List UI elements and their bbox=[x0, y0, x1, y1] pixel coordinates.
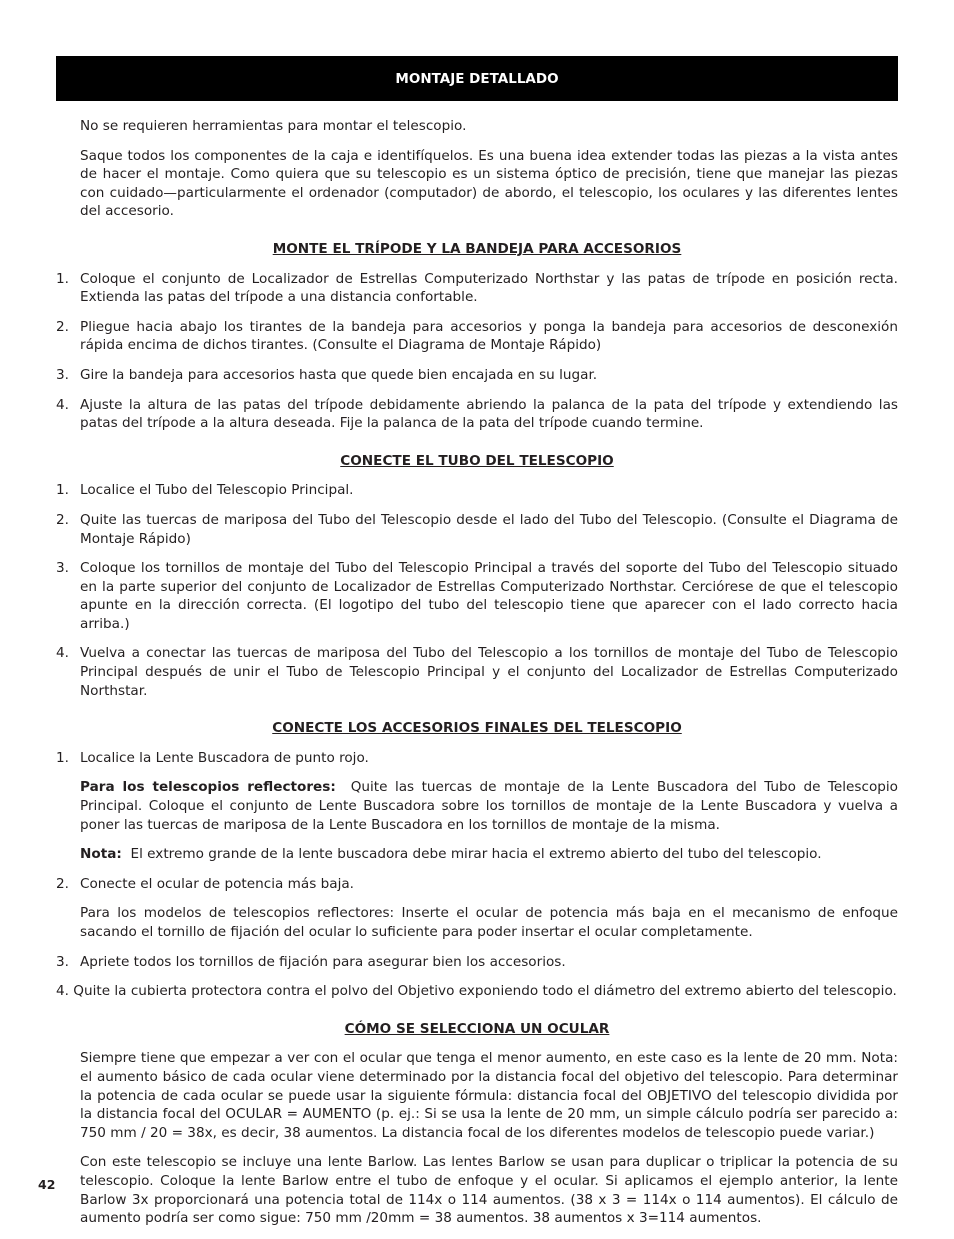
list-number: 4. bbox=[56, 396, 69, 413]
list-text: Vuelva a conectar las tuercas de mariposa del Tubo del Telescopio a los tornillos de montaje del Tubo de Telescopio Principal después de unir el Tubo de Telescopio Principal y el conjunto del Localizador de Estrellas Computerizado Northstar. bbox=[80, 645, 898, 699]
list-item bbox=[56, 511, 898, 548]
section-title-accessories: CONECTE LOS ACCESORIOS FINALES DEL TELESCOPIO bbox=[272, 720, 682, 737]
list-item bbox=[56, 644, 898, 700]
list-text: Gire la bandeja para accesorios hasta que quede bien encajada en su lugar. bbox=[80, 366, 598, 383]
list-number: 3. bbox=[56, 366, 69, 383]
list-item bbox=[56, 396, 898, 433]
list-text: Coloque el conjunto de Localizador de Estrellas Computerizado Northstar y las patas de trípode en posición recta. Extienda las patas del trípode a una distancia confortable. bbox=[80, 270, 898, 306]
section-header-bar bbox=[56, 56, 898, 101]
list-item bbox=[56, 953, 898, 972]
list-text: Apriete todos los tornillos de fijación para asegurar bien los accesorios. bbox=[80, 953, 566, 970]
list-number: 2. bbox=[56, 318, 69, 335]
list-item bbox=[56, 559, 898, 633]
reflectors-text: Quite las tuercas de montaje de la Lente Buscadora del Tubo de Telescopio Principal. Coloque el conjunto de Lente Buscadora sobre los tornillos de montaje de la Lente Buscadora y vuelva a poner las tuercas de mariposa de la Lente Buscadora en los tornillos de montaje de la misma. bbox=[80, 779, 898, 833]
reflectors-paragraph bbox=[56, 778, 898, 834]
list-number: 3. bbox=[56, 560, 69, 577]
list-text: Localice el Tubo del Telescopio Principal. bbox=[80, 482, 354, 499]
note-text: El extremo grande de la lente buscadora debe mirar hacia el extremo abierto del tubo del telescopio. bbox=[130, 846, 822, 863]
list-item bbox=[56, 875, 898, 894]
reflector-models-paragraph: Para los modelos de telescopios reflectores: Inserte el ocular de potencia más baja en el mecanismo de enfoque sacando el tornillo de fijación del ocular lo suficiente para poder insertar el ocular completamente. bbox=[80, 905, 898, 940]
list-number: 1. bbox=[56, 749, 69, 766]
list-number: 2. bbox=[56, 875, 69, 892]
eyepiece-paragraph-2: Con este telescopio se incluye una lente Barlow. Las lentes Barlow se usan para duplicar o triplicar la potencia de su telescopio. Coloque la lente Barlow entre el tubo de enfoque y el ocular. Si aplicamos el ejemplo anterior, la lente Barlow 3x proporcionará una potencia total de 114x o 114 aumentos. (38 x 3 = 114x o 114 aumentos). El cálculo de aumento podría ser como sigue: 750 mm /20mm = 38 aumentos. 38 aumentos x 3=114 aumentos. bbox=[80, 1154, 898, 1227]
list-text: Ajuste la altura de las patas del trípode debidamente abriendo la palanca de la pata del trípode y extendiendo las patas del trípode a la altura deseada. Fije la palanca de la pata del trípode cuando termine. bbox=[80, 396, 898, 432]
list-text: Conecte el ocular de potencia más baja. bbox=[80, 875, 354, 892]
list-number: 1. bbox=[56, 482, 69, 499]
list-item bbox=[56, 481, 898, 500]
intro-paragraph-1: No se requieren herramientas para montar el telescopio. bbox=[80, 118, 467, 134]
list-number: 1. bbox=[56, 270, 69, 287]
note-label: Nota: bbox=[80, 846, 122, 863]
list-item bbox=[56, 318, 898, 355]
list-text: Coloque los tornillos de montaje del Tubo del Telescopio Principal a través del soporte del Tubo del Telescopio situado en la parte superior del conjunto de Localizador de Estrellas Computerizado Northstar. Cerciórese de que el telescopio apunte en la dirección correcta. (El logotipo del tubo del telescopio tiene que aparecer con el lado correcto hacia arriba.) bbox=[80, 560, 898, 632]
list-item-dust-cover: 4. Quite la cubierta protectora contra el polvo del Objetivo exponiendo todo el diámetro del extremo abierto del telescopio. bbox=[56, 983, 897, 1000]
section-title-tripod: MONTE EL TRÍPODE Y LA BANDEJA PARA ACCESORIOS bbox=[272, 240, 682, 257]
note-paragraph bbox=[56, 845, 898, 864]
list-item bbox=[56, 270, 898, 307]
section-title-tube: CONECTE EL TUBO DEL TELESCOPIO bbox=[340, 452, 614, 469]
list-number: 3. bbox=[56, 953, 69, 970]
page-content bbox=[56, 117, 898, 1239]
page-number: 42 bbox=[38, 1177, 56, 1192]
header-title: MONTAJE DETALLADO bbox=[395, 70, 559, 87]
section-title-eyepiece: CÓMO SE SELECCIONA UN OCULAR bbox=[344, 1020, 610, 1037]
list-text: Pliegue hacia abajo los tirantes de la bandeja para accesorios y ponga la bandeja para accesorios de desconexión rápida encima de dichos tirantes. (Consulte el Diagrama de Montaje Rápido) bbox=[80, 318, 898, 354]
list-item bbox=[56, 366, 898, 385]
list-text: Quite las tuercas de mariposa del Tubo del Telescopio desde el lado del Tubo del Telescopio. (Consulte el Diagrama de Montaje Rápido) bbox=[80, 511, 898, 547]
list-number: 2. bbox=[56, 511, 69, 528]
list-number: 4. bbox=[56, 645, 69, 662]
intro-paragraph-2: Saque todos los componentes de la caja e identifíquelos. Es una buena idea extender todas las piezas a la vista antes de hacer el montaje. Como quiera que su telescopio es un sistema óptico de precisión, tiene que manejar las piezas con cuidado—particularmente el ordenador (computador) de abordo, el telescopio, los oculares y las diferentes lentes del accesorio. bbox=[80, 147, 898, 220]
list-item bbox=[56, 749, 898, 768]
list-text: Localice la Lente Buscadora de punto rojo. bbox=[80, 749, 369, 766]
reflectors-label: Para los telescopios reflectores: bbox=[80, 779, 336, 796]
eyepiece-paragraph-1: Siempre tiene que empezar a ver con el ocular que tenga el menor aumento, en este caso es la lente de 20 mm. Nota: el aumento básico de cada ocular viene determinado por la distancia focal del objetivo del telescopio. Para determinar la potencia de cada ocular se puede usar la siguiente fórmula: distancia focal del OBJETIVO del telescopio dividida por la distancia focal del OCULAR = AUMENTO (p. ej.: Si se usa la lente de 20 mm, un simple cálculo podría ser parecido a: 750 mm / 20 = 38x, es decir, 38 aumentos. La distancia focal de los diferentes modelos de telescopio puede variar.) bbox=[80, 1050, 898, 1141]
